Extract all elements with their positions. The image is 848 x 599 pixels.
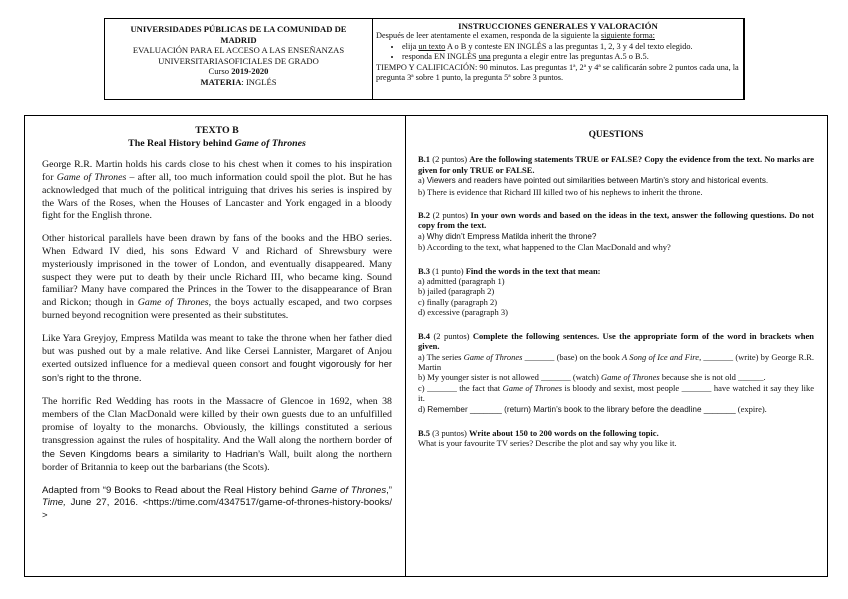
question-b4-d: d) Remember _______ (return) Martin’s book to the library before the deadline _______ (expire). (418, 403, 767, 414)
instruction-bullet-1: • elija un texto A o B y conteste EN INGLÉS a las preguntas 1, 2, 3 y 4 del texto elegido. (402, 42, 740, 52)
paragraph-3: Like Yara Greyjoy, Empress Matilda was meant to take the throne when her father died but was pushed out by a male relative. And like Cersei Lannister, Margaret of Anjou exerted outsized influence for a medieval queen consort and fought vigorously for her son’s right to the throne. (42, 332, 392, 385)
paragraph-2: Other historical parallels have been drawn by fans of the books and the HBO series. When Edward IV died, his sons Edward V and Richard of Shrewsbury were mysteriously imprisoned in the tower of London, and eventually disappeared. Many suspect they were put to death by their uncle Richard III, who became king. Sound familiar? Many have compared the Princes in the Tower to the disappearance of Bran and Rickon; though in Game of Thrones, the boys actually escaped, and two corpses burned beyond recognition were presented as their substitutes. (42, 233, 392, 321)
question-b3-b: b) jailed (paragraph 2) (418, 286, 495, 297)
question-b3 (418, 266, 814, 318)
instruction-bullet-2: • responda EN INGLÉS una pregunta a elegir entre las preguntas A.5 o B.5. (402, 52, 740, 62)
questions-column (418, 130, 814, 462)
question-b2-a: a) Why didn’t Empress Matilda inherit the throne? (418, 230, 597, 241)
instructions-timing: TIEMPO Y CALIFICACIÓN: 90 minutos. Las preguntas 1ª, 2ª y 4ª se calificarán sobre 2 puntos cada una, la pregunta 3ª sobre 1 punto, la pregunta 5ª sobre 3 puntos. (376, 62, 739, 83)
course: Curso 2019-2020 (208, 66, 269, 77)
questions-title: QUESTIONS (588, 130, 644, 140)
subject: MATERIA: INGLÉS (200, 76, 277, 87)
question-b1-header: B.1 (2 puntos) Are the following statements TRUE or FALSE? Copy the evidence from the text. No marks are given for only TRUE or FALSE. (418, 154, 814, 175)
text-b-column (42, 125, 392, 532)
question-b4 (418, 331, 814, 415)
question-b2 (418, 210, 814, 253)
question-b4-c: c) _______ the fact that Game of Thrones is bloody and sexist, most people _______ have watched it say they like it. (418, 382, 814, 404)
university-line-1: UNIVERSIDADES PÚBLICAS DE LA COMUNIDAD DE (130, 24, 347, 34)
header-right-border (744, 18, 745, 100)
question-b1-a: a) Viewers and readers have pointed out similarities between Martin’s story and historical events. (418, 175, 769, 186)
question-b3-d: d) excessive (paragraph 3) (418, 307, 508, 318)
text-b-title: The Real History behind Game of Thrones (128, 137, 306, 149)
question-b3-a: a) admitted (paragraph 1) (418, 276, 505, 287)
exam-line-1: EVALUACIÓN PARA EL ACCESO A LAS ENSEÑANZAS (132, 45, 345, 56)
question-b4-b: b) My younger sister is not allowed _______ (watch) Game of Thrones because she is not old ______. (418, 372, 766, 383)
column-divider (405, 115, 406, 577)
instructions-list (376, 42, 740, 63)
instructions-title: INSTRUCCIONES GENERALES Y VALORACIÓN (458, 21, 658, 31)
instructions-intro: Después de leer atentamente el examen, responda de la siguiente la siguiente forma: (376, 31, 655, 41)
question-b5-topic: What is your favourite TV series? Describe the plot and say why you like it. (418, 438, 677, 449)
university-line-2: MADRID (220, 34, 257, 45)
header-institution (104, 18, 372, 100)
question-b5 (418, 428, 814, 449)
question-b1-b: b) There is evidence that Richard III killed two of his nephews to inherit the throne. (418, 186, 703, 197)
paragraph-1: George R.R. Martin holds his cards close to his chest when it comes to his inspiration for Game of Thrones – after all, too much information could spoil the plot. But he has acknowledged that much of the political intriguing that drives his series is inspired by the Wars of the Roses, when the Houses of Lancaster and York engaged in a bloody fight for the English throne. (42, 159, 393, 222)
source-citation: Adapted from “9 Books to Read about the Real History behind Game of Thrones,” Time, June 27, 2016. <https://time.com/4347517/game-of-thrones-history-books/ > (42, 484, 392, 521)
text-b-heading (42, 125, 392, 150)
question-b3-header: B.3 (1 punto) Find the words in the text that mean: (418, 265, 601, 276)
question-b3-c: c) finally (paragraph 2) (418, 296, 498, 307)
question-b1 (418, 154, 814, 197)
text-b-label: TEXTO B (195, 125, 239, 136)
exam-line-2: UNIVERSITARIASOFICIALES DE GRADO (158, 55, 319, 66)
question-b4-header: B.4 (2 puntos) Complete the following sentences. Use the appropriate form of the word in brackets when given. (418, 330, 814, 352)
question-b2-header: B.2 (2 puntos) In your own words and based on the ideas in the text, answer the following questions. Do not copy from the text. (418, 210, 814, 231)
question-b5-header: B.5 (3 puntos) Write about 150 to 200 words on the following topic. (418, 427, 659, 438)
header-instructions (372, 18, 744, 100)
paragraph-4: The horrific Red Wedding has roots in the Massacre of Glencoe in 1692, when 38 members of the Clan MacDonald were killed by their own guests due to an unfulfilled promise of loyalty to the monarchs. Obviously, the killings constituted a serious transgression against the rules of hospitality. And the Wall along the northern border of the Seven Kingdoms bears a similarity to Hadrian’s Wall, built along the northern border of Britannia to keep out the barbarians (the Scots). (42, 395, 392, 473)
question-b4-a: a) The series Game of Thrones _______ (base) on the book A Song of Ice and Fire, _______ (write) by George R.R. Martin (418, 351, 814, 372)
question-b2-b: b) According to the text, what happened to the Clan MacDonald and why? (418, 242, 671, 253)
